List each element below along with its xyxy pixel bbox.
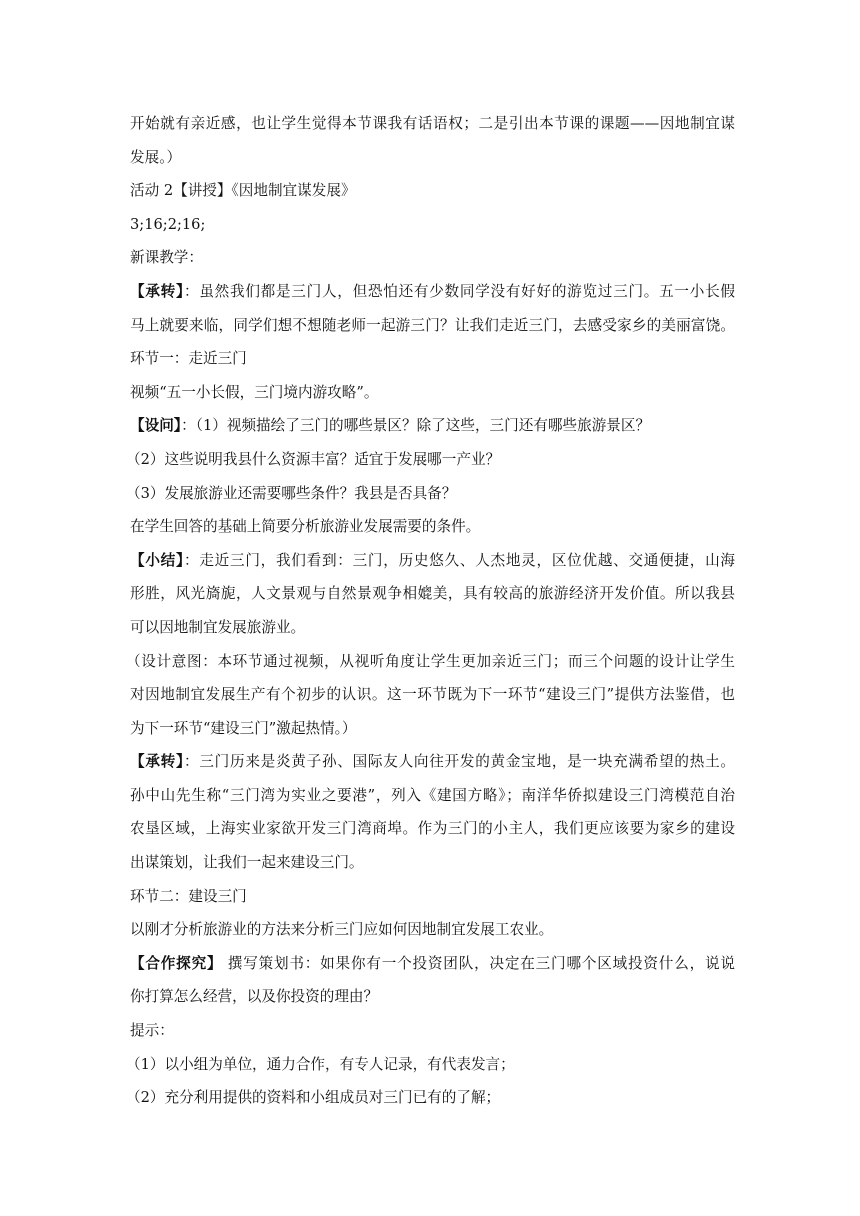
bold-label: 【设问】 (130, 417, 182, 435)
paragraph-line: 可以因地制宜发展旅游业。 (130, 618, 306, 636)
paragraph-text: ：走近三门，我们看到：三门，历史悠久、人杰地灵，区位优越、交通便捷，山海 (184, 551, 735, 569)
list-item: （2）这些说明我县什么资源丰富？适宜于发展哪一产业？ (126, 450, 501, 468)
paragraph-line (130, 947, 735, 981)
document-body (126, 107, 735, 1115)
paragraph-text: 撰写策划书：如果你有一个投资团队，决定在三门哪个区域投资什么，说说 (222, 954, 735, 972)
list-item: （1）以小组为单位，通力合作，有专人记录，有代表发言； (126, 1055, 515, 1073)
paragraph-line: 开始就有亲近感，也让学生觉得本节课我有话语权；二是引出本节课的课题——因地制宜谋 (130, 115, 735, 132)
paragraph-line: 为下一环节“建设三门”激起热情。） (130, 719, 357, 737)
paragraph-line: 视频“五一小长假，三门境内游攻略”。 (130, 383, 379, 401)
paragraph-line: 发展。） (130, 148, 182, 166)
paragraph-text: ：虽然我们都是三门人，但恐怕还有少数同学没有好好的游览过三门。五一小长假 (184, 282, 735, 300)
paragraph-text: ：（1）视频描绘了三门的哪些景区？除了这些，三门还有哪些旅游景区？ (181, 417, 651, 435)
paragraph-line: 以刚才分析旅游业的方法来分析三门应如何因地制宜发展工农业。 (130, 921, 554, 939)
section-label: 新课教学： (130, 249, 203, 267)
paragraph-line: 在学生回答的基础上简要分析旅游业发展需要的条件。 (130, 518, 481, 536)
paragraph-line (130, 409, 735, 443)
paragraph-line (130, 275, 735, 309)
paragraph-line: 你打算怎么经营，以及你投资的理由？ (130, 988, 379, 1006)
paragraph-line (130, 745, 735, 779)
paragraph-text: ：三门历来是炎黄子孙、国际友人向往开发的黄金宝地，是一块充满希望的热土。 (184, 753, 735, 771)
section-label: 提示： (130, 1022, 174, 1040)
paragraph-line (130, 544, 735, 578)
section-heading: 环节一：走近三门 (130, 350, 247, 368)
paragraph-line: 马上就要来临，同学们想不想随老师一起游三门？让我们走近三门，去感受家乡的美丽富饶。 (130, 316, 735, 334)
paragraph-line: 3;16;2;16; (130, 215, 206, 233)
list-item: （3）发展旅游业还需要哪些条件？我县是否具备？ (126, 484, 457, 502)
paragraph-line: 孙中山先生称“三门湾为实业之要港”，列入《建国方略》；南洋华侨拟建设三门湾模范自治 (130, 786, 735, 804)
paragraph-line: 出谋策划，让我们一起来建设三门。 (130, 854, 364, 872)
paragraph-line: 形胜，风光旖旎，人文景观与自然景观争相媲美，具有较高的旅游经济开发价值。所以我县 (130, 585, 735, 603)
paragraph-line: （设计意图：本环节通过视频，从视听角度让学生更加亲近三门；而三个问题的设计让学生 (126, 652, 735, 670)
list-item: （2）充分利用提供的资料和小组成员对三门已有的了解； (126, 1089, 501, 1107)
bold-label: 【合作探究】 (130, 954, 223, 972)
bold-label: 【小结】 (130, 551, 185, 569)
section-heading: 环节二：建设三门 (130, 887, 247, 905)
bold-label: 【承转】 (130, 753, 185, 771)
paragraph-line: 农垦区域，上海实业家欲开发三门湾商埠。作为三门的小主人，我们更应该要为家乡的建设 (130, 820, 735, 838)
bold-label: 【承转】 (130, 282, 185, 300)
paragraph-line: 对因地制宜发展生产有个初步的认识。这一环节既为下一环节“建设三门”提供方法鉴借，也 (130, 686, 735, 704)
activity-heading: 活动 2【讲授】《因地制宜谋发展》 (130, 182, 356, 200)
